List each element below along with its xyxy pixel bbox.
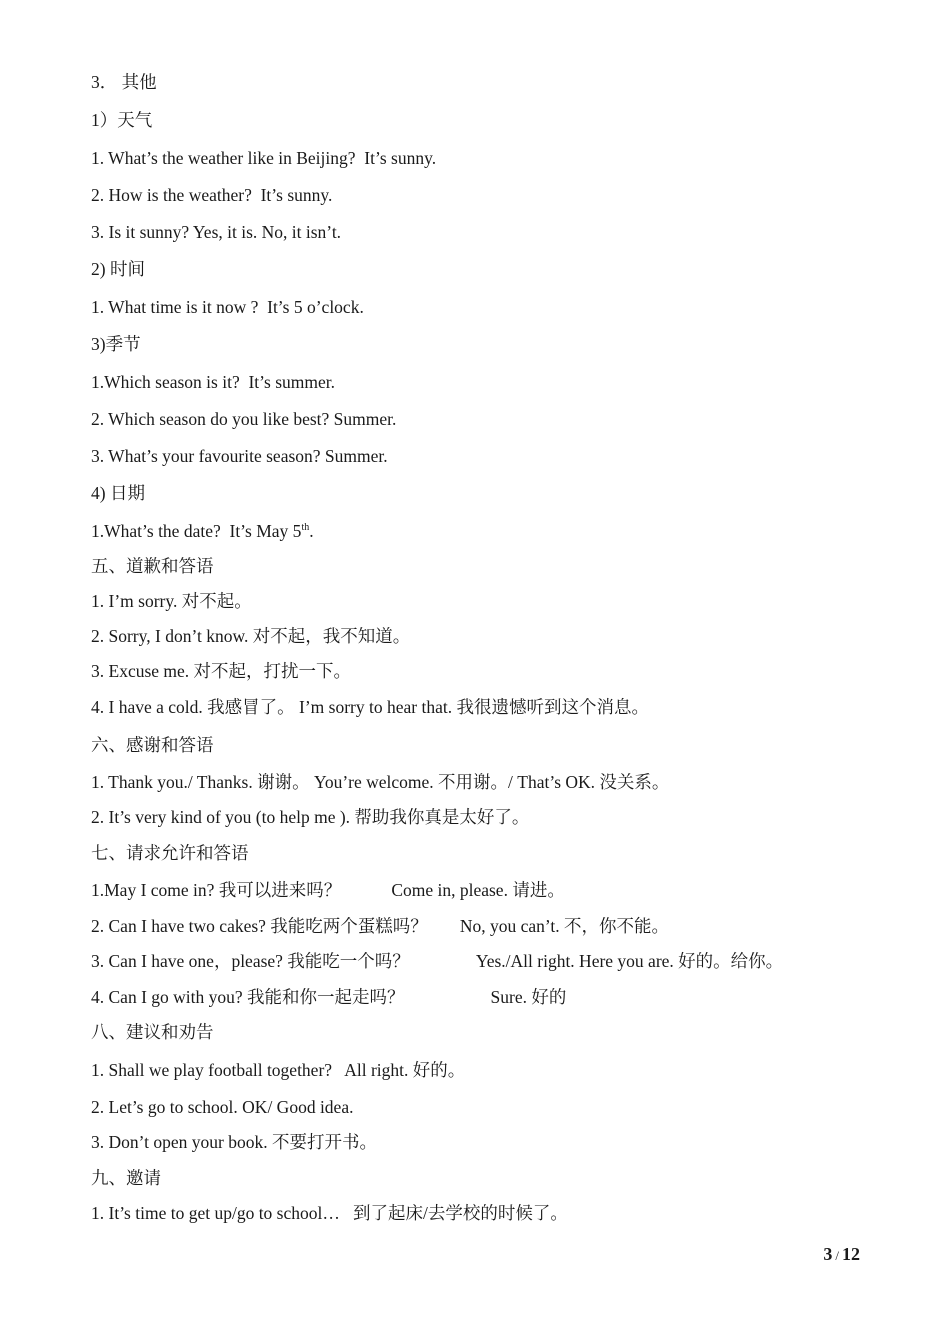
text-line: 3. Don’t open your book. 不要打开书。	[91, 1132, 377, 1152]
request-text: 1.May I come in? 我可以进来吗？	[91, 880, 342, 900]
section-heading-thanks: 六、感谢和答语	[91, 735, 214, 755]
text-line: 3. What’s your favourite season? Summer.	[91, 446, 388, 466]
subheading-date: 4) 日期	[91, 483, 145, 503]
reply-text: Come in, please. 请进。	[391, 880, 565, 900]
page-number	[823, 1243, 860, 1267]
reply-text: Sure. 好的	[490, 987, 567, 1007]
subheading-season: 3)季节	[91, 334, 141, 354]
section-heading-others: 3． 其他	[91, 72, 157, 92]
text-line: 2. How is the weather? It’s sunny.	[91, 185, 333, 205]
text-line: 2. Let’s go to school. OK/ Good idea.	[91, 1097, 354, 1117]
reply-text: No, you can’t. 不，你不能。	[459, 916, 669, 936]
text-line-pair	[91, 915, 669, 937]
text-line-pair	[91, 950, 783, 972]
section-heading-suggestion: 八、建议和劝告	[91, 1022, 214, 1042]
section-heading-permission: 七、请求允许和答语	[91, 843, 249, 863]
text-line: 1. Thank you./ Thanks. 谢谢。 You’re welcome. 不用谢。/ That’s OK. 没关系。	[91, 772, 670, 792]
text-line: 2. Which season do you like best? Summer.	[91, 409, 397, 429]
text-line-date	[91, 520, 314, 542]
date-period: .	[309, 521, 314, 541]
subheading-time: 2) 时间	[91, 259, 145, 279]
section-heading-apology: 五、道歉和答语	[91, 556, 214, 576]
text-line: 1. Shall we play football together? All right. 好的。	[91, 1060, 466, 1080]
request-text: 4. Can I go with you? 我能和你一起走吗？	[91, 987, 405, 1007]
request-text: 2. Can I have two cakes? 我能吃两个蛋糕吗？	[91, 916, 428, 936]
text-line: 2. It’s very kind of you (to help me ). 帮助我你真是太好了。	[91, 807, 530, 827]
page-total: 12	[842, 1244, 860, 1264]
text-line-pair	[91, 986, 566, 1008]
text-line: 2. Sorry, I don’t know. 对不起，我不知道。	[91, 626, 411, 646]
text-line: 1. What’s the weather like in Beijing? It’s sunny.	[91, 148, 437, 168]
subheading-weather: 1）天气	[91, 110, 153, 130]
text-line: 4. I have a cold. 我感冒了。 I’m sorry to hear that. 我很遗憾听到这个消息。	[91, 697, 649, 717]
section-heading-invitation: 九、邀请	[91, 1168, 161, 1188]
reply-text: Yes./All right. Here you are. 好的。给你。	[475, 951, 784, 971]
text-line-pair	[91, 879, 565, 901]
date-question: 1.What’s the date? It’s May 5	[91, 521, 302, 541]
text-line: 3. Is it sunny? Yes, it is. No, it isn’t.	[91, 222, 342, 242]
text-line: 1.Which season is it? It’s summer.	[91, 372, 335, 392]
text-line: 1. What time is it now ? It’s 5 o’clock.	[91, 297, 364, 317]
text-line: 3. Excuse me. 对不起，打扰一下。	[91, 661, 352, 681]
ordinal-suffix: th	[301, 522, 310, 533]
request-text: 3. Can I have one，please? 我能吃一个吗？	[91, 951, 410, 971]
text-line: 1. I’m sorry. 对不起。	[91, 591, 252, 611]
text-line: 1. It’s time to get up/go to school… 到了起床/去学校的时候了。	[91, 1203, 568, 1223]
page-separator: /	[835, 1248, 839, 1263]
page-current: 3	[823, 1244, 833, 1264]
